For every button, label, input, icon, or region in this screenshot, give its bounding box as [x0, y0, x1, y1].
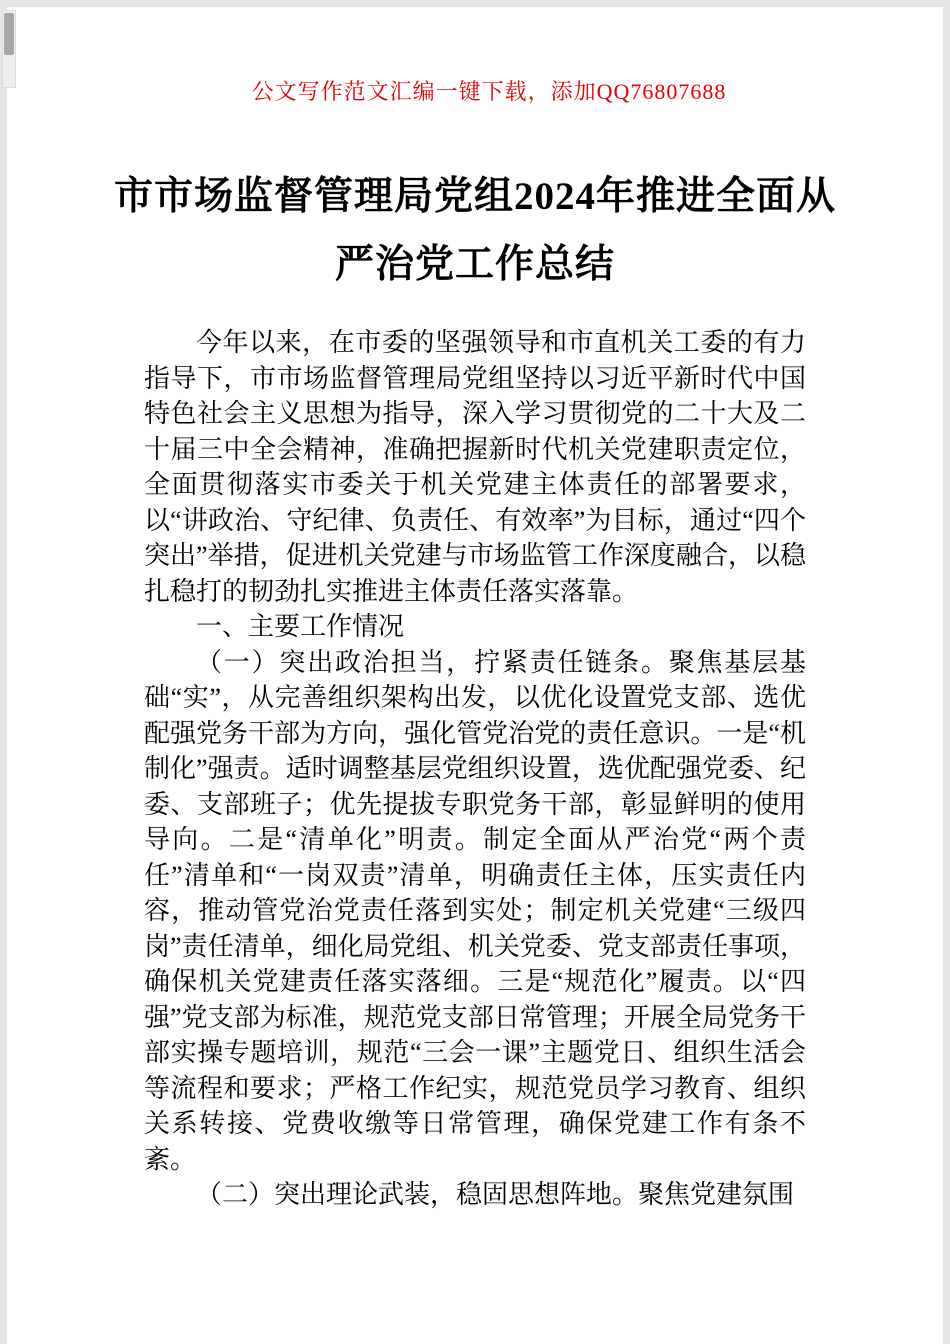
vertical-scrollbar[interactable]: [2, 10, 16, 88]
document-title: [7, 163, 943, 299]
document-page: [7, 7, 943, 1344]
section-heading-main-work: 一、主要工作情况: [196, 612, 405, 641]
promo-banner: 公文写作范文汇编一键下载，添加QQ76807688: [251, 79, 727, 104]
paragraph-section-one: （一）突出政治担当，拧紧责任链条。聚焦基层基础“实”，从完善组织架构出发，以优化设置党支部、选优配强党务干部为方向，强化管党治党的责任意识。一是“机制化”强责。适时调整基层党组织设置，选优配强党委、纪委、支部班子；优先提拔专职党务干部，彰显鲜明的使用导向。二是“清单化”明责。制定全面从严治党“两个责任”清单和“一岗双责”清单，明确责任主体，压实责任内容，推动管党治党责任落到实处；制定机关党建“三级四岗”责任清单，细化局党组、机关党委、党支部责任事项，确保机关党建责任落实落细。三是“规范化”履责。以“四强”党支部为标准，规范党支部日常管理；开展全局党务干部实操专题培训，规范“三会一课”主题党日、组织生活会等流程和要求；严格工作纪实，规范党员学习教育、组织关系转接、党费收缴等日常管理，确保党建工作有条不紊。: [144, 647, 806, 1174]
scrollbar-thumb[interactable]: [4, 13, 14, 55]
title-line-1: 市市场监督管理局党组2024年推进全面从: [113, 175, 836, 218]
paragraph-section-two: （二）突出理论武装，稳固思想阵地。聚焦党建氛围: [196, 1180, 795, 1209]
document-body: [144, 325, 806, 1213]
paragraph-intro: 今年以来，在市委的坚强领导和市直机关工委的有力指导下，市市场监督管理局党组坚持以习近平新时代中国特色社会主义思想为指导，深入学习贯彻党的二十大及二十届三中全会精神，准确把握新时代机关党建职责定位，全面贯彻落实市委关于机关党建主体责任的部署要求，以“讲政治、守纪律、负责任、有效率”为目标，通过“四个突出”举措，促进机关党建与市场监管工作深度融合，以稳扎稳打的韧劲扎实推进主体责任落实落靠。: [144, 328, 806, 606]
title-line-2: 严治党工作总结: [334, 243, 615, 286]
